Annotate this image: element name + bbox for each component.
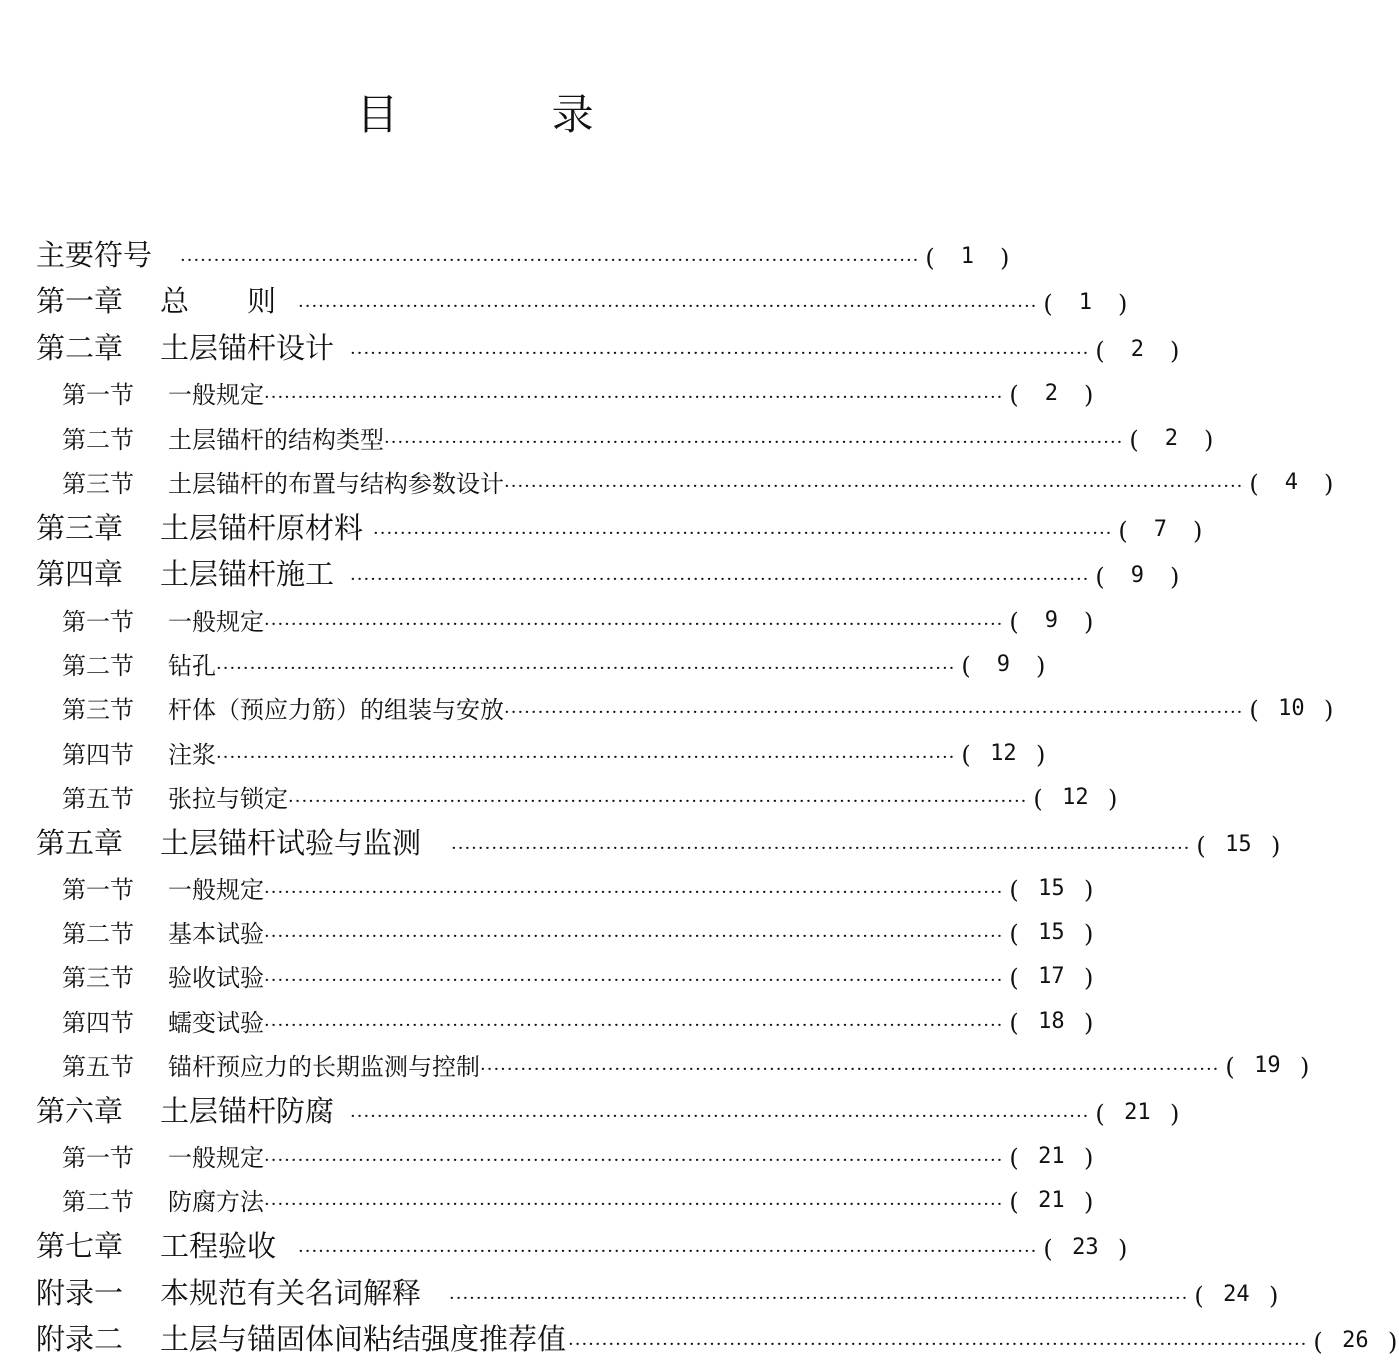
toc-entry-main-symbols[interactable] — [36, 233, 1010, 280]
page-number: 4 — [1284, 469, 1299, 495]
toc-entry-label: 第五节 — [62, 784, 134, 813]
leader-dots: ·············································································································· — [350, 1105, 1090, 1127]
leader-dots: ·············································································································· — [504, 475, 1244, 497]
toc-entry-title: 锚杆预应力的长期监测与控制 — [168, 1052, 480, 1081]
toc-entry-page: ( 2 ) — [1009, 381, 1094, 410]
toc-entry-section[interactable] — [36, 777, 1118, 821]
toc-entry-label: 第二节 — [62, 1188, 134, 1217]
page-number: 21 — [1038, 1188, 1065, 1214]
toc-entry-title: 土层锚杆设计 — [160, 331, 335, 366]
toc-entry-section[interactable] — [36, 1045, 1310, 1089]
toc-entry-page: ( 26 ) — [1313, 1328, 1398, 1357]
toc-entry-label: 第二节 — [62, 651, 134, 680]
leader-dots: ·············································································································· — [298, 296, 1038, 318]
toc-entry-page: ( 15 ) — [1009, 920, 1094, 949]
toc-entry-section[interactable] — [36, 462, 1334, 506]
toc-entry-title: 一般规定 — [168, 875, 264, 904]
toc-entry-page: ( 7 ) — [1118, 516, 1203, 545]
leader-dots: ·············································································································· — [451, 837, 1191, 859]
leader-dots: ·············································································································· — [350, 343, 1090, 365]
toc-entry-chapter-7[interactable] — [36, 1224, 1128, 1271]
page-number: 15 — [1225, 831, 1252, 857]
toc-entry-label: 第四章 — [36, 557, 124, 592]
page-number: 9 — [1130, 563, 1145, 589]
toc-entry-section[interactable] — [36, 644, 1046, 688]
toc-entry-label: 第一章 — [36, 284, 124, 319]
page-number: 15 — [1038, 920, 1065, 946]
table-of-contents — [36, 233, 1398, 1364]
leader-dots: ·············································································································· — [264, 1014, 1004, 1036]
leader-dots: ·············································································································· — [216, 657, 956, 679]
leader-dots: ·············································································································· — [384, 431, 1124, 453]
toc-entry-title: 注浆 — [168, 740, 216, 769]
page-title: 目 录 — [356, 90, 664, 139]
page-number: 17 — [1038, 964, 1065, 990]
page-number: 9 — [996, 651, 1011, 677]
toc-entry-title: 一般规定 — [168, 607, 264, 636]
toc-entry-appendix-2[interactable] — [36, 1318, 1398, 1364]
leader-dots: ·············································································································· — [216, 746, 956, 768]
toc-entry-section[interactable] — [36, 732, 1046, 776]
toc-entry-title: 基本试验 — [168, 920, 264, 949]
leader-dots: ·············································································································· — [288, 790, 1028, 812]
toc-entry-page: ( 21 ) — [1009, 1143, 1094, 1172]
leader-dots: ·············································································································· — [180, 249, 920, 271]
toc-entry-section[interactable] — [36, 1136, 1094, 1180]
leader-dots: ·············································································································· — [264, 1194, 1004, 1216]
toc-entry-title: 土层锚杆试验与监测 — [160, 825, 422, 860]
toc-entry-title: 防腐方法 — [168, 1188, 264, 1217]
toc-entry-page: ( 1 ) — [925, 243, 1010, 272]
page-number: 1 — [1078, 290, 1093, 316]
toc-entry-appendix-1[interactable] — [36, 1271, 1279, 1318]
toc-entry-title: 杆体（预应力筋）的组装与安放 — [168, 696, 504, 725]
page-number: 18 — [1038, 1008, 1065, 1034]
toc-entry-page: ( 17 ) — [1009, 964, 1094, 993]
toc-entry-page: ( 15 ) — [1009, 875, 1094, 904]
toc-entry-label: 第一节 — [62, 381, 134, 410]
toc-entry-page: ( 9 ) — [1009, 607, 1094, 636]
leader-dots: ·············································································································· — [264, 926, 1004, 948]
page-number: 19 — [1254, 1052, 1281, 1078]
leader-dots: ·············································································································· — [264, 970, 1004, 992]
toc-entry-page: ( 12 ) — [1033, 784, 1118, 813]
toc-entry-page: ( 2 ) — [1095, 337, 1180, 366]
toc-entry-chapter-5[interactable] — [36, 821, 1281, 868]
toc-entry-title: 土层锚杆原材料 — [160, 510, 364, 545]
toc-entry-label: 第三节 — [62, 696, 134, 725]
toc-entry-chapter-6[interactable] — [36, 1089, 1180, 1136]
toc-entry-page: ( 1 ) — [1043, 290, 1128, 319]
toc-entry-title: 张拉与锁定 — [168, 784, 288, 813]
toc-entry-title: 工程验收 — [160, 1228, 277, 1263]
toc-entry-page: ( 12 ) — [961, 740, 1046, 769]
toc-entry-title: 钻孔 — [168, 651, 216, 680]
page-number: 1 — [960, 243, 975, 269]
toc-entry-page: ( 24 ) — [1194, 1281, 1279, 1310]
toc-entry-label: 第一节 — [62, 607, 134, 636]
page-number: 2 — [1044, 381, 1059, 407]
page-number: 7 — [1153, 516, 1168, 542]
toc-entry-title: 本规范有关名词解释 — [160, 1275, 422, 1310]
leader-dots: ·············································································································· — [449, 1287, 1189, 1309]
leader-dots: ·············································································································· — [264, 881, 1004, 903]
toc-entry-label: 第五节 — [62, 1052, 134, 1081]
page-number: 10 — [1278, 696, 1305, 722]
toc-entry-chapter-1[interactable] — [36, 280, 1128, 327]
toc-entry-label: 第二节 — [62, 425, 134, 454]
page-number: 23 — [1072, 1234, 1099, 1260]
toc-entry-page: ( 9 ) — [1095, 563, 1180, 592]
toc-entry-section[interactable] — [36, 1180, 1094, 1224]
toc-entry-section[interactable] — [36, 1000, 1094, 1044]
toc-entry-label: 第三节 — [62, 964, 134, 993]
toc-entry-section[interactable] — [36, 373, 1094, 417]
toc-entry-page: ( 21 ) — [1009, 1188, 1094, 1217]
toc-entry-title: 土层锚杆施工 — [160, 557, 335, 592]
leader-dots: ·············································································································· — [264, 613, 1004, 635]
toc-entry-title: 土层锚杆的布置与结构参数设计 — [168, 469, 504, 498]
toc-entry-label: 第二章 — [36, 331, 124, 366]
toc-entry-section[interactable] — [36, 912, 1094, 956]
toc-entry-page: ( 10 ) — [1249, 696, 1334, 725]
toc-entry-label: 第三节 — [62, 469, 134, 498]
leader-dots: ·············································································································· — [264, 387, 1004, 409]
toc-entry-page: ( 21 ) — [1095, 1099, 1180, 1128]
toc-entry-title: 蠕变试验 — [168, 1008, 264, 1037]
toc-entry-chapter-3[interactable] — [36, 506, 1203, 553]
page-number: 2 — [1164, 425, 1179, 451]
toc-entry-label: 第一节 — [62, 875, 134, 904]
toc-entry-page: ( 2 ) — [1129, 425, 1214, 454]
page-number: 9 — [1044, 607, 1059, 633]
page-number: 21 — [1124, 1099, 1151, 1125]
toc-entry-chapter-2[interactable] — [36, 326, 1180, 373]
toc-entry-section[interactable] — [36, 417, 1214, 461]
toc-entry-section[interactable] — [36, 599, 1094, 643]
toc-entry-page: ( 4 ) — [1249, 469, 1334, 498]
toc-entry-section[interactable] — [36, 956, 1094, 1000]
toc-entry-chapter-4[interactable] — [36, 553, 1180, 600]
page-number: 12 — [1062, 784, 1089, 810]
toc-entry-page: ( 15 ) — [1196, 831, 1281, 860]
leader-dots: ·············································································································· — [298, 1240, 1038, 1262]
page-number: 15 — [1038, 875, 1065, 901]
toc-entry-page: ( 9 ) — [961, 651, 1046, 680]
page-number: 12 — [990, 740, 1017, 766]
page-number: 2 — [1130, 337, 1145, 363]
toc-entry-section[interactable] — [36, 868, 1094, 912]
toc-entry-section[interactable] — [36, 688, 1334, 732]
toc-entry-label: 附录一 — [36, 1275, 124, 1310]
toc-entry-label: 第七章 — [36, 1228, 124, 1263]
page-number: 24 — [1223, 1281, 1250, 1307]
toc-entry-title: 土层锚杆的结构类型 — [168, 425, 384, 454]
page-number: 21 — [1038, 1143, 1065, 1169]
toc-entry-label: 第一节 — [62, 1143, 134, 1172]
toc-entry-title: 一般规定 — [168, 381, 264, 410]
toc-entry-page: ( 18 ) — [1009, 1008, 1094, 1037]
toc-entry-title: 验收试验 — [168, 964, 264, 993]
toc-entry-label: 附录二 — [36, 1322, 124, 1357]
toc-entry-title: 土层锚杆防腐 — [160, 1093, 335, 1128]
toc-entry-label: 第二节 — [62, 920, 134, 949]
leader-dots: ·············································································································· — [504, 702, 1244, 724]
toc-entry-label: 第五章 — [36, 825, 124, 860]
page-number: 26 — [1342, 1328, 1369, 1354]
leader-dots: ·············································································································· — [264, 1149, 1004, 1171]
toc-entry-page: ( 23 ) — [1043, 1234, 1128, 1263]
leader-dots: ·············································································································· — [480, 1058, 1220, 1080]
leader-dots: ·············································································································· — [373, 522, 1113, 544]
toc-entry-label: 第六章 — [36, 1093, 124, 1128]
toc-entry-label: 第三章 — [36, 510, 124, 545]
toc-entry-label: 主要符号 — [36, 237, 153, 272]
toc-entry-title: 一般规定 — [168, 1143, 264, 1172]
toc-entry-title: 总 则 — [160, 284, 277, 319]
leader-dots: ·············································································································· — [350, 569, 1090, 591]
leader-dots: ·············································································································· — [568, 1334, 1308, 1356]
toc-entry-label: 第四节 — [62, 1008, 134, 1037]
toc-entry-page: ( 19 ) — [1225, 1052, 1310, 1081]
toc-entry-label: 第四节 — [62, 740, 134, 769]
toc-entry-title: 土层与锚固体间粘结强度推荐值 — [160, 1322, 567, 1357]
